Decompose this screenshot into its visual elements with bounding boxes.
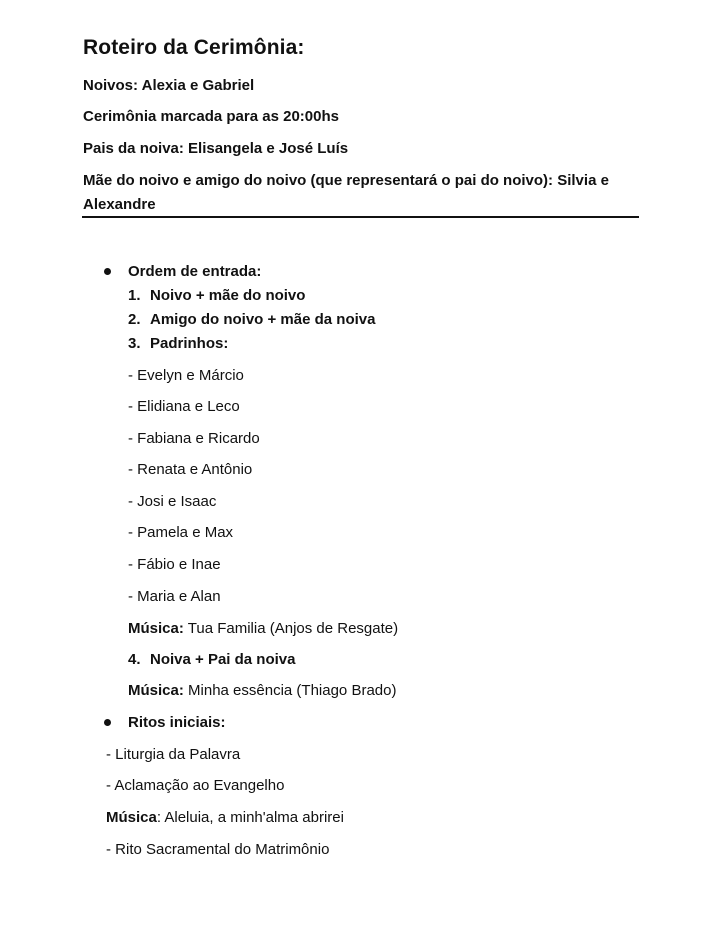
- entrada-item-text: Amigo do noivo + mãe da noiva: [150, 311, 376, 328]
- musica-label: Música: [106, 809, 157, 826]
- musica-label: Música:: [128, 682, 184, 699]
- entrada-item-number: 3.: [128, 335, 141, 352]
- padrinhos-pair: - Evelyn e Márcio: [128, 367, 244, 384]
- entrada-item-3: [128, 333, 228, 355]
- rito-sacramental-line: - Rito Sacramental do Matrimônio: [106, 841, 330, 858]
- page-title: Roteiro da Cerimônia:: [83, 36, 305, 59]
- musica-noiva: [128, 680, 396, 702]
- bullet-icon: [104, 719, 111, 726]
- noivos-line: Noivos: Alexia e Gabriel: [83, 77, 255, 94]
- ritos-iniciais-heading: Ritos iniciais:: [128, 714, 226, 731]
- musica-ritos: [106, 807, 344, 829]
- rito-line: - Aclamação ao Evangelho: [106, 777, 285, 794]
- mae-amigo-noivo-line: Mãe do noivo e amigo do noivo (que representará o pai do noivo): Silvia e Alexandre: [83, 172, 609, 213]
- entrada-item-1: [128, 285, 305, 307]
- rito-line: - Liturgia da Palavra: [106, 746, 241, 763]
- musica-value: Minha essência (Thiago Brado): [183, 682, 397, 699]
- padrinhos-pair: - Elidiana e Leco: [128, 398, 240, 415]
- entrada-item-number: 2.: [128, 311, 141, 328]
- entrada-item-text: Noivo + mãe do noivo: [150, 287, 306, 304]
- padrinhos-pair: - Pamela e Max: [128, 524, 234, 541]
- musica-label: Música:: [128, 620, 184, 637]
- padrinhos-pair: - Fábio e Inae: [128, 556, 221, 573]
- ordem-entrada-heading: Ordem de entrada:: [128, 263, 262, 280]
- bullet-icon: [104, 268, 111, 275]
- entrada-item-text: Noiva + Pai da noiva: [150, 651, 296, 668]
- entrada-item-4: [128, 649, 295, 671]
- entrada-item-2: [128, 309, 375, 331]
- musica-value: : Aleluia, a minh'alma abrirei: [156, 809, 344, 826]
- padrinhos-pair: - Renata e Antônio: [128, 461, 253, 478]
- horario-line: Cerimônia marcada para as 20:00hs: [83, 108, 339, 125]
- entrada-item-number: 4.: [128, 651, 141, 668]
- padrinhos-pair: - Maria e Alan: [128, 588, 221, 605]
- entrada-item-number: 1.: [128, 287, 141, 304]
- musica-value: Tua Familia (Anjos de Resgate): [183, 620, 399, 637]
- musica-padrinhos: [128, 618, 398, 640]
- pais-noiva-line: Pais da noiva: Elisangela e José Luís: [83, 140, 349, 157]
- padrinhos-pair: - Fabiana e Ricardo: [128, 430, 260, 447]
- header-divider: [82, 216, 639, 218]
- entrada-item-text: Padrinhos:: [150, 335, 229, 352]
- padrinhos-pair: - Josi e Isaac: [128, 493, 217, 510]
